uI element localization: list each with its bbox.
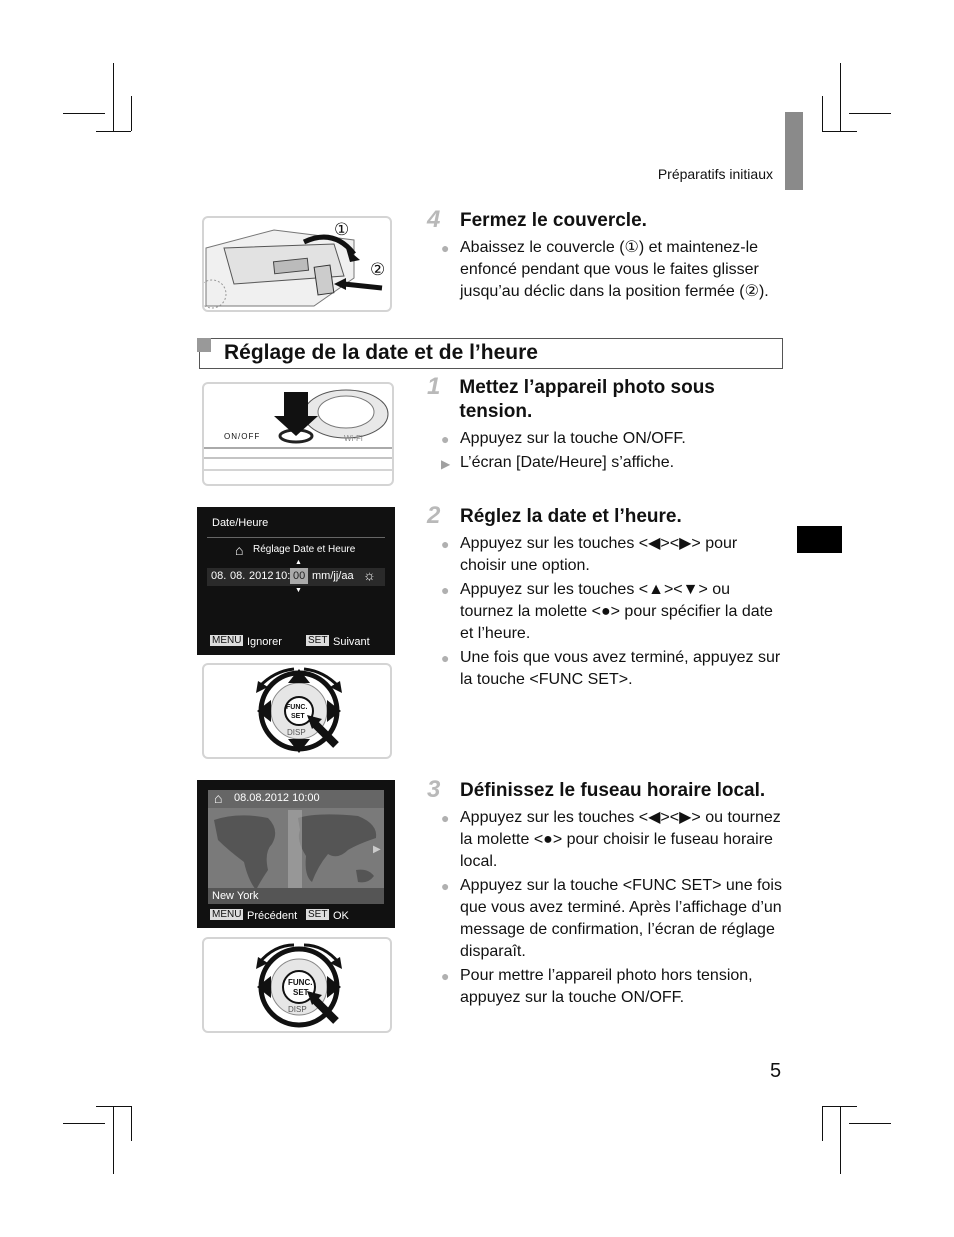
chapter-tab xyxy=(785,112,803,190)
crop-mark xyxy=(96,131,131,132)
crop-mark xyxy=(131,1106,132,1141)
set-label: SET xyxy=(293,988,309,997)
bullet-icon: ● xyxy=(441,582,450,598)
dial-drawing xyxy=(204,665,390,757)
list-item: ● Appuyez sur les touches <◀><▶> ou tournez la molette <●> pour choisir le fuseau horaire local. xyxy=(441,809,781,870)
date-format: mm/jj/aa xyxy=(312,570,354,582)
step-4 xyxy=(427,206,787,303)
callout-1: ① xyxy=(334,220,350,239)
set-key: SET xyxy=(308,909,328,920)
crop-mark xyxy=(113,1106,114,1174)
disp-label: DISP xyxy=(288,1005,307,1014)
crop-mark xyxy=(822,1106,823,1141)
crop-mark xyxy=(840,1106,841,1174)
list-item: ▶ L’écran [Date/Heure] s’affiche. xyxy=(441,452,787,475)
crop-mark xyxy=(849,113,891,114)
step-title: Réglez la date et l’heure. xyxy=(460,506,682,527)
bullet-list xyxy=(441,533,787,691)
wifi-mark: Wi-Fi xyxy=(344,434,363,443)
time-zone-screen xyxy=(197,780,395,928)
date-month: 08. xyxy=(230,570,246,582)
crop-mark xyxy=(822,1106,857,1107)
step-title: Définissez le fuseau horaire local. xyxy=(460,780,766,801)
current-datetime: 08.08.2012 10:00 xyxy=(234,792,320,804)
menu-key: MENU xyxy=(212,909,242,920)
chapter-marker xyxy=(797,526,842,553)
set-label: Suivant xyxy=(333,636,370,648)
bullet-icon: ● xyxy=(441,650,450,666)
crop-mark xyxy=(63,113,105,114)
bullet-icon: ● xyxy=(441,431,450,447)
home-icon: ⌂ xyxy=(214,790,223,806)
crop-mark xyxy=(822,96,823,131)
power-illustration xyxy=(202,382,394,486)
crop-mark xyxy=(96,1106,131,1107)
step-2 xyxy=(427,502,787,691)
disp-label: DISP xyxy=(287,728,306,737)
set-label: SET xyxy=(291,713,305,720)
world-map-icon xyxy=(208,810,384,900)
cover-drawing xyxy=(204,218,390,310)
step-number: 3 xyxy=(427,776,441,803)
step-title: Fermez le couvercle. xyxy=(460,210,647,231)
cover-illustration xyxy=(202,216,392,312)
date-year: 2012 xyxy=(249,570,274,582)
list-item: ● Abaissez le couvercle (①) et maintenez-le enfoncé pendant que vous le faites glisser jusqu’au déclic dans la position fermée (②). xyxy=(441,239,769,300)
section-title: Réglage de la date et de l’heure xyxy=(224,341,538,364)
dst-icon: ☼ xyxy=(363,567,376,583)
set-key: SET xyxy=(308,635,328,646)
crop-mark xyxy=(849,1123,891,1124)
func-label: FUNC. xyxy=(288,978,313,987)
home-icon: ⌂ xyxy=(235,542,244,558)
result-arrow-icon: ▶ xyxy=(441,457,451,471)
bullet-icon: ● xyxy=(441,240,450,256)
func-label: FUNC. xyxy=(286,704,308,711)
dial-illustration xyxy=(202,663,392,759)
date-time-screen xyxy=(197,507,395,655)
list-item: ● Appuyez sur les touches <◀><▶> pour choisir une option. xyxy=(441,535,738,574)
screen-divider xyxy=(207,537,385,538)
hour-field: 10: xyxy=(275,570,291,582)
step-3 xyxy=(427,776,787,1009)
crop-mark xyxy=(113,63,114,131)
city-name: New York xyxy=(212,890,259,902)
step-number: 4 xyxy=(427,206,441,233)
callout-2: ② xyxy=(370,260,386,279)
section-marker-icon xyxy=(197,338,211,352)
dial-illustration-2 xyxy=(202,937,392,1033)
bullet-icon: ● xyxy=(441,878,450,894)
crop-mark xyxy=(63,1123,105,1124)
date-day: 08. xyxy=(211,570,227,582)
crop-mark xyxy=(840,63,841,131)
step-number: 2 xyxy=(427,502,441,529)
screen-title: Date/Heure xyxy=(212,517,269,529)
menu-label: Précédent xyxy=(247,910,298,922)
bullet-list xyxy=(441,807,787,1009)
menu-key: MENU xyxy=(212,635,242,646)
step-title: Mettez l’appareil photo sous tension. xyxy=(459,377,715,422)
set-label: OK xyxy=(333,910,349,922)
list-item: ● Appuyez sur la touche ON/OFF. xyxy=(441,428,787,450)
down-arrow-icon: ▼ xyxy=(295,587,302,594)
bullet-list xyxy=(441,237,787,303)
bullet-list xyxy=(441,428,787,475)
bullet-icon: ● xyxy=(441,810,450,826)
bullet-icon: ● xyxy=(441,968,450,984)
crop-mark xyxy=(822,131,857,132)
list-item: ● Une fois que vous avez terminé, appuyez sur la touche <FUNC SET>. xyxy=(441,649,781,688)
list-item: ● Appuyez sur les touches <▲><▼> ou tournez la molette <●> pour spécifier la date et l’heure. xyxy=(441,581,773,642)
list-item: ● Pour mettre l’appareil photo hors tension, appuyez sur la touche ON/OFF. xyxy=(441,967,753,1006)
step-1 xyxy=(427,373,787,475)
menu-label: Ignorer xyxy=(247,636,282,648)
running-head: Préparatifs initiaux xyxy=(657,166,773,182)
page-number: 5 xyxy=(770,1060,782,1082)
crop-mark xyxy=(131,96,132,131)
bullet-icon: ● xyxy=(441,536,450,552)
list-item: ● Appuyez sur la touche <FUNC SET> une fois que vous avez terminé. Après l’affichage d’un message de confirmation, l’écran de réglage disparaît. xyxy=(441,877,782,960)
step-number: 1 xyxy=(427,373,441,400)
on-off-label: ON/OFF xyxy=(224,432,261,441)
next-zone-icon[interactable]: ▶ xyxy=(373,844,381,855)
up-arrow-icon: ▲ xyxy=(295,559,302,566)
screen-subtitle: Réglage Date et Heure xyxy=(253,544,356,555)
minute-field: 00 xyxy=(290,568,308,584)
